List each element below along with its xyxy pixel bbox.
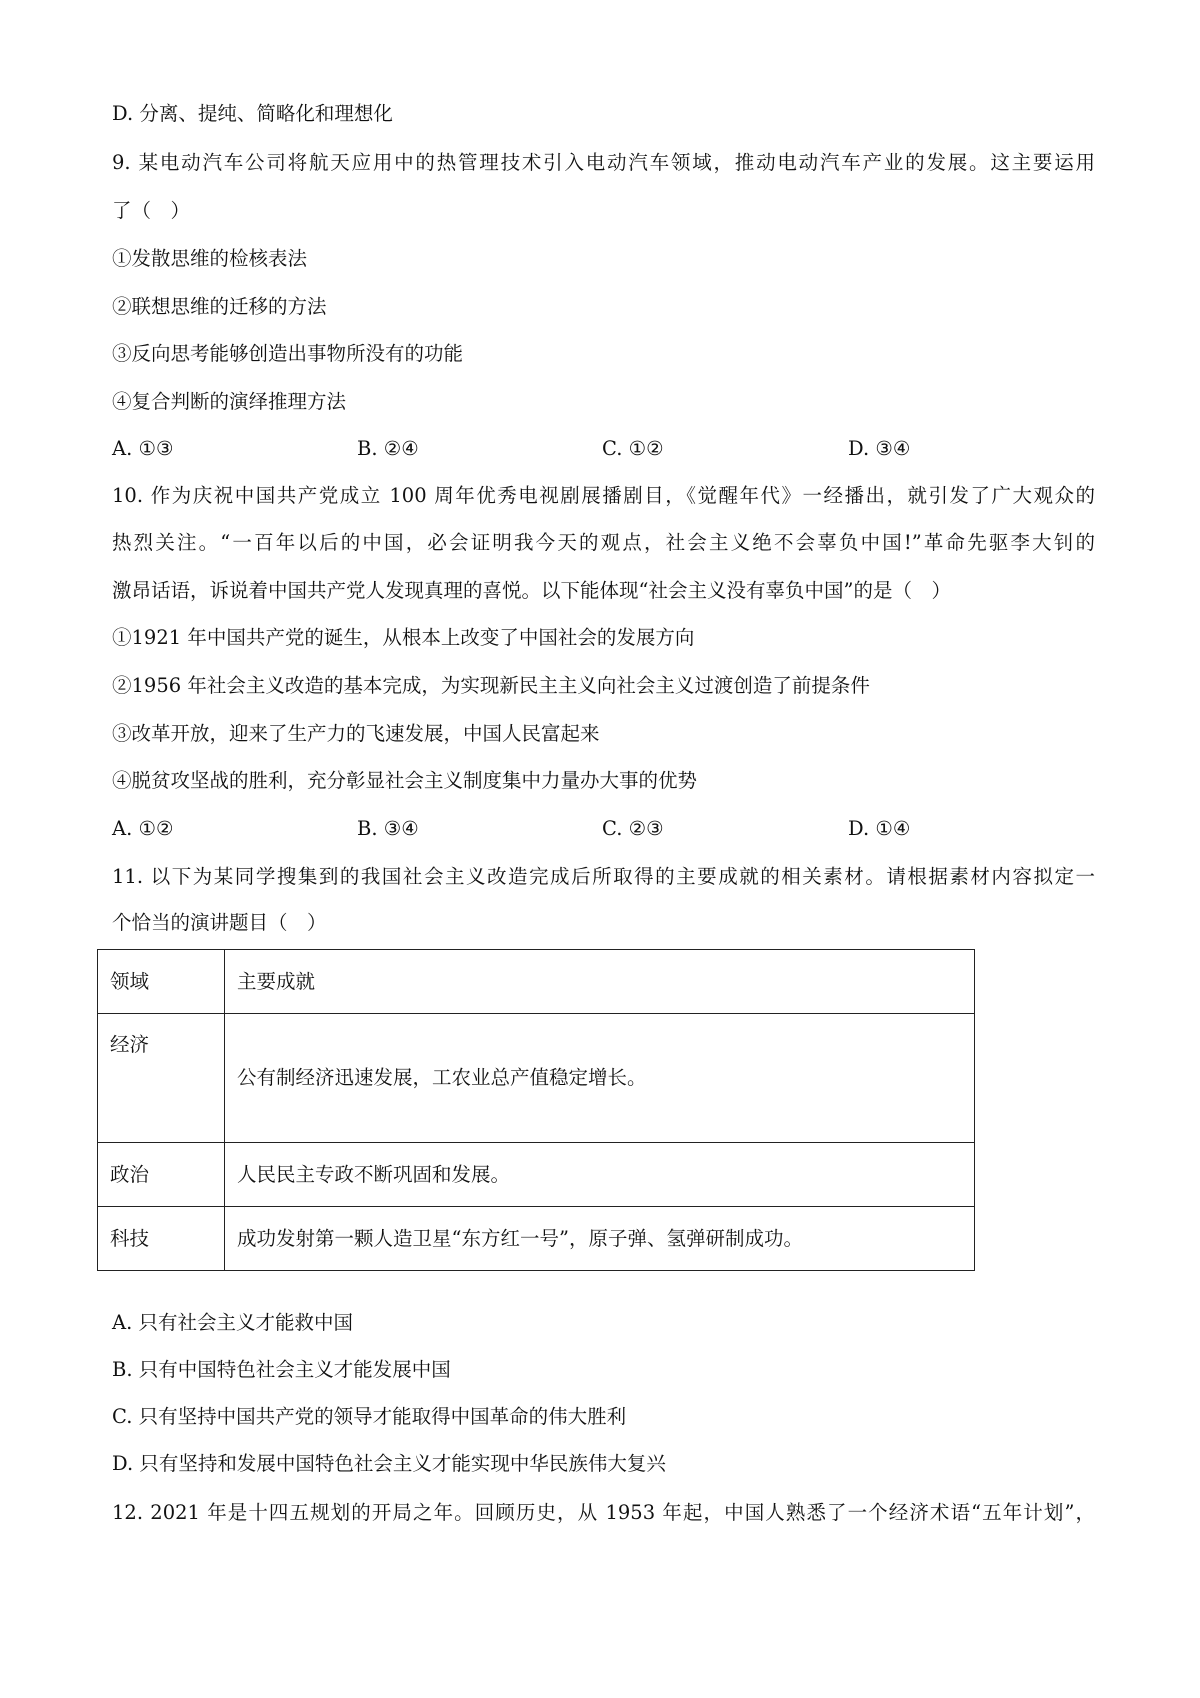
q11-option-a: A. 只有社会主义才能救中国 (112, 1311, 353, 1334)
q9-option-c: C. ①② (602, 437, 664, 460)
q9-statement-2: ②联想思维的迁移的方法 (112, 295, 327, 318)
q10-option-a: A. ①② (112, 817, 174, 840)
table-row (98, 1143, 975, 1207)
q9-statement-1: ①发散思维的检核表法 (112, 247, 308, 270)
table-row (98, 1207, 975, 1271)
q11-stem-line-2: 个恰当的演讲题目（ ） (112, 911, 327, 934)
table-header-field: 领域 (98, 950, 225, 1014)
table-header-achievement: 主要成就 (225, 950, 975, 1014)
q10-statement-1: ①1921 年中国共产党的诞生，从根本上改变了中国社会的发展方向 (112, 626, 695, 649)
q9-stem-line-1: 9. 某电动汽车公司将航天应用中的热管理技术引入电动汽车领域，推动电动汽车产业的发展。这主要运用 (112, 151, 1095, 174)
q10-statement-4: ④脱贫攻坚战的胜利，充分彰显社会主义制度集中力量办大事的优势 (112, 769, 698, 792)
q10-option-b: B. ③④ (357, 817, 419, 840)
q12-stem-line-1: 12. 2021 年是十四五规划的开局之年。回顾历史，从 1953 年起，中国人熟悉了一个经济术语“五年计划”， (112, 1501, 1095, 1524)
achievements-table (97, 949, 975, 1271)
q8-option-d: D. 分离、提纯、简略化和理想化 (112, 102, 393, 125)
q10-stem-line-2: 热烈关注。“一百年以后的中国，必会证明我今天的观点，社会主义绝不会辜负中国!”革命先驱李大钊的 (112, 531, 1095, 554)
q9-statement-4: ④复合判断的演绎推理方法 (112, 390, 347, 413)
q10-option-c: C. ②③ (602, 817, 664, 840)
q9-statement-3: ③反向思考能够创造出事物所没有的功能 (112, 342, 464, 365)
table-header-row (98, 950, 975, 1014)
q9-option-b: B. ②④ (357, 437, 419, 460)
q10-statement-3: ③改革开放，迎来了生产力的飞速发展，中国人民富起来 (112, 722, 600, 745)
table-cell-field: 科技 (98, 1207, 225, 1271)
q10-stem-line-3: 激昂话语，诉说着中国共产党人发现真理的喜悦。以下能体现“社会主义没有辜负中国”的是（ ） (112, 579, 951, 602)
q10-statement-2: ②1956 年社会主义改造的基本完成，为实现新民主主义向社会主义过渡创造了前提条件 (112, 674, 870, 697)
q10-option-d: D. ①④ (848, 817, 911, 840)
q11-stem-line-1: 11. 以下为某同学搜集到的我国社会主义改造完成后所取得的主要成就的相关素材。请根据素材内容拟定一 (112, 865, 1095, 888)
q11-option-d: D. 只有坚持和发展中国特色社会主义才能实现中华民族伟大复兴 (112, 1452, 666, 1475)
table-cell-achievement: 公有制经济迅速发展，工农业总产值稳定增长。 (225, 1014, 975, 1143)
table-cell-field: 经济 (98, 1014, 225, 1143)
q11-option-c: C. 只有坚持中国共产党的领导才能取得中国革命的伟大胜利 (112, 1405, 627, 1428)
table-row (98, 1014, 975, 1143)
q11-option-b: B. 只有中国特色社会主义才能发展中国 (112, 1358, 451, 1381)
q9-option-a: A. ①③ (112, 437, 174, 460)
table-cell-achievement: 人民民主专政不断巩固和发展。 (225, 1143, 975, 1207)
q9-stem-line-2: 了（ ） (112, 199, 191, 222)
table-cell-field: 政治 (98, 1143, 225, 1207)
table-cell-achievement: 成功发射第一颗人造卫星“东方红一号”，原子弹、氢弹研制成功。 (225, 1207, 975, 1271)
q9-option-d: D. ③④ (848, 437, 911, 460)
q10-stem-line-1: 10. 作为庆祝中国共产党成立 100 周年优秀电视剧展播剧目，《觉醒年代》一经播出，就引发了广大观众的 (112, 484, 1095, 507)
